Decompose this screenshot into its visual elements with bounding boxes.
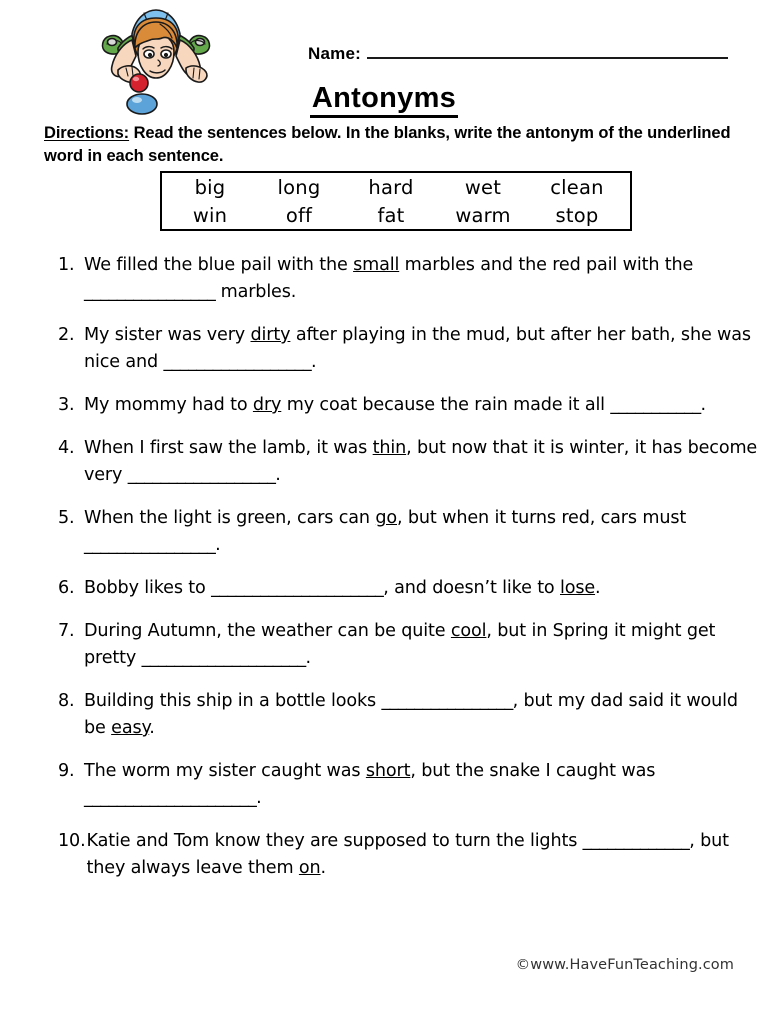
question-item — [58, 322, 758, 376]
page-title — [0, 82, 768, 115]
question-text-run: , but the snake I caught was — [410, 761, 656, 781]
question-text — [83, 618, 758, 672]
directions-label: Directions: — [44, 124, 130, 142]
question-text-run: Bobby likes to — [84, 578, 212, 598]
directions — [44, 122, 734, 169]
question-number: 3. — [58, 395, 75, 415]
underlined-word: easy — [111, 718, 150, 738]
question-item — [58, 758, 758, 812]
question-item — [58, 828, 758, 882]
question-text-run: marbles. — [215, 282, 297, 302]
question-text-run: my coat because the rain made it all — [281, 395, 611, 415]
underlined-word: cool — [450, 621, 487, 641]
word-bank-word: clean — [550, 176, 604, 199]
answer-blank[interactable]: ___________ — [610, 395, 701, 415]
underlined-word: thin — [372, 438, 407, 458]
answer-blank[interactable]: __________________ — [127, 465, 276, 485]
question-text — [83, 322, 758, 376]
question-number: 9. — [58, 761, 75, 781]
question-text-run: , but they always leave them — [86, 831, 729, 878]
question-item — [58, 392, 758, 419]
question-text-run: . — [595, 578, 601, 598]
question-text-run: . — [215, 535, 221, 555]
question-text-run: Katie and Tom know they are supposed to turn the lights — [86, 831, 583, 851]
word-bank-word: big — [194, 176, 226, 199]
question-text-run: My sister was very — [84, 325, 251, 345]
question-text-run: When I first saw the lamb, it was — [84, 438, 373, 458]
question-text — [86, 828, 758, 882]
question-text-run: , and doesn’t like to — [383, 578, 560, 598]
question-text — [83, 688, 758, 742]
question-text-run: My mommy had to — [84, 395, 253, 415]
answer-blank[interactable]: ________________ — [84, 535, 216, 555]
question-text-run: . — [320, 858, 326, 878]
question-number: 10. — [58, 831, 86, 851]
question-text-run: , but in Spring it might get pretty — [84, 621, 716, 668]
question-item — [58, 252, 758, 306]
word-bank-word: off — [285, 204, 313, 227]
question-text — [83, 758, 758, 812]
question-text-run: We filled the blue pail with the — [84, 255, 354, 275]
question-number: 1. — [58, 255, 75, 275]
question-list — [58, 252, 758, 898]
word-bank-word: win — [192, 204, 228, 227]
answer-blank[interactable]: _____________ — [582, 831, 690, 851]
answer-blank[interactable]: __________________ — [163, 352, 312, 372]
name-label: Name: — [308, 44, 361, 63]
directions-text: Read the sentences below. In the blanks, write the antonym of the underlined word in each sentence. — [44, 124, 731, 166]
question-number: 8. — [58, 691, 75, 711]
question-number: 4. — [58, 438, 75, 458]
question-item — [58, 688, 758, 742]
word-bank-word: hard — [368, 176, 414, 199]
question-item — [58, 575, 758, 602]
question-text-run: The worm my sister caught was — [84, 761, 366, 781]
question-item — [58, 618, 758, 672]
question-text-run: , but my dad said it would be — [84, 691, 738, 738]
question-text — [83, 435, 758, 489]
question-text-run: . — [305, 648, 311, 668]
question-text-run: , but when it turns red, cars must — [397, 508, 687, 528]
question-text-run: When the light is green, cars can — [84, 508, 376, 528]
underlined-word: lose — [560, 578, 596, 598]
word-bank-row-1 — [162, 173, 630, 202]
question-text-run: . — [700, 395, 706, 415]
question-text-run: , but now that it is winter, it has become very — [84, 438, 758, 485]
answer-blank[interactable]: _____________________ — [84, 788, 257, 808]
answer-blank[interactable]: _____________________ — [211, 578, 384, 598]
name-input-line[interactable] — [367, 44, 728, 59]
worksheet-header — [0, 0, 768, 120]
answer-blank[interactable]: ________________ — [381, 691, 513, 711]
word-bank-word: warm — [455, 204, 511, 227]
underlined-word: dirty — [250, 325, 291, 345]
answer-blank[interactable]: ____________________ — [141, 648, 306, 668]
question-number: 7. — [58, 621, 75, 641]
word-bank-word: long — [277, 176, 321, 199]
question-text-run: During Autumn, the weather can be quite — [84, 621, 451, 641]
question-text-run: . — [275, 465, 281, 485]
page-title-text: Antonyms — [310, 82, 458, 118]
word-bank — [160, 171, 632, 231]
question-number: 6. — [58, 578, 75, 598]
question-text-run: . — [149, 718, 155, 738]
underlined-word: short — [365, 761, 411, 781]
underlined-word: on — [298, 858, 321, 878]
underlined-word: small — [353, 255, 400, 275]
underlined-word: go — [375, 508, 397, 528]
question-text-run: marbles and the red pail with the — [399, 255, 694, 275]
question-number: 5. — [58, 508, 75, 528]
question-text-run: . — [311, 352, 317, 372]
underlined-word: dry — [252, 395, 282, 415]
question-text-run: Building this ship in a bottle looks — [84, 691, 382, 711]
question-text — [83, 505, 758, 559]
footer-copyright: ©www.HaveFunTeaching.com — [515, 957, 734, 973]
question-text — [83, 252, 758, 306]
question-text — [83, 575, 758, 602]
question-item — [58, 505, 758, 559]
question-text — [83, 392, 758, 419]
word-bank-word: fat — [377, 204, 405, 227]
word-bank-word: wet — [464, 176, 502, 199]
name-row — [308, 44, 728, 64]
question-item — [58, 435, 758, 489]
word-bank-word: stop — [555, 204, 599, 227]
question-number: 2. — [58, 325, 75, 345]
question-text-run: after playing in the mud, but after her bath, she was nice and — [84, 325, 751, 372]
question-text-run: . — [256, 788, 262, 808]
answer-blank[interactable]: ________________ — [84, 282, 216, 302]
word-bank-row-2 — [162, 202, 630, 230]
